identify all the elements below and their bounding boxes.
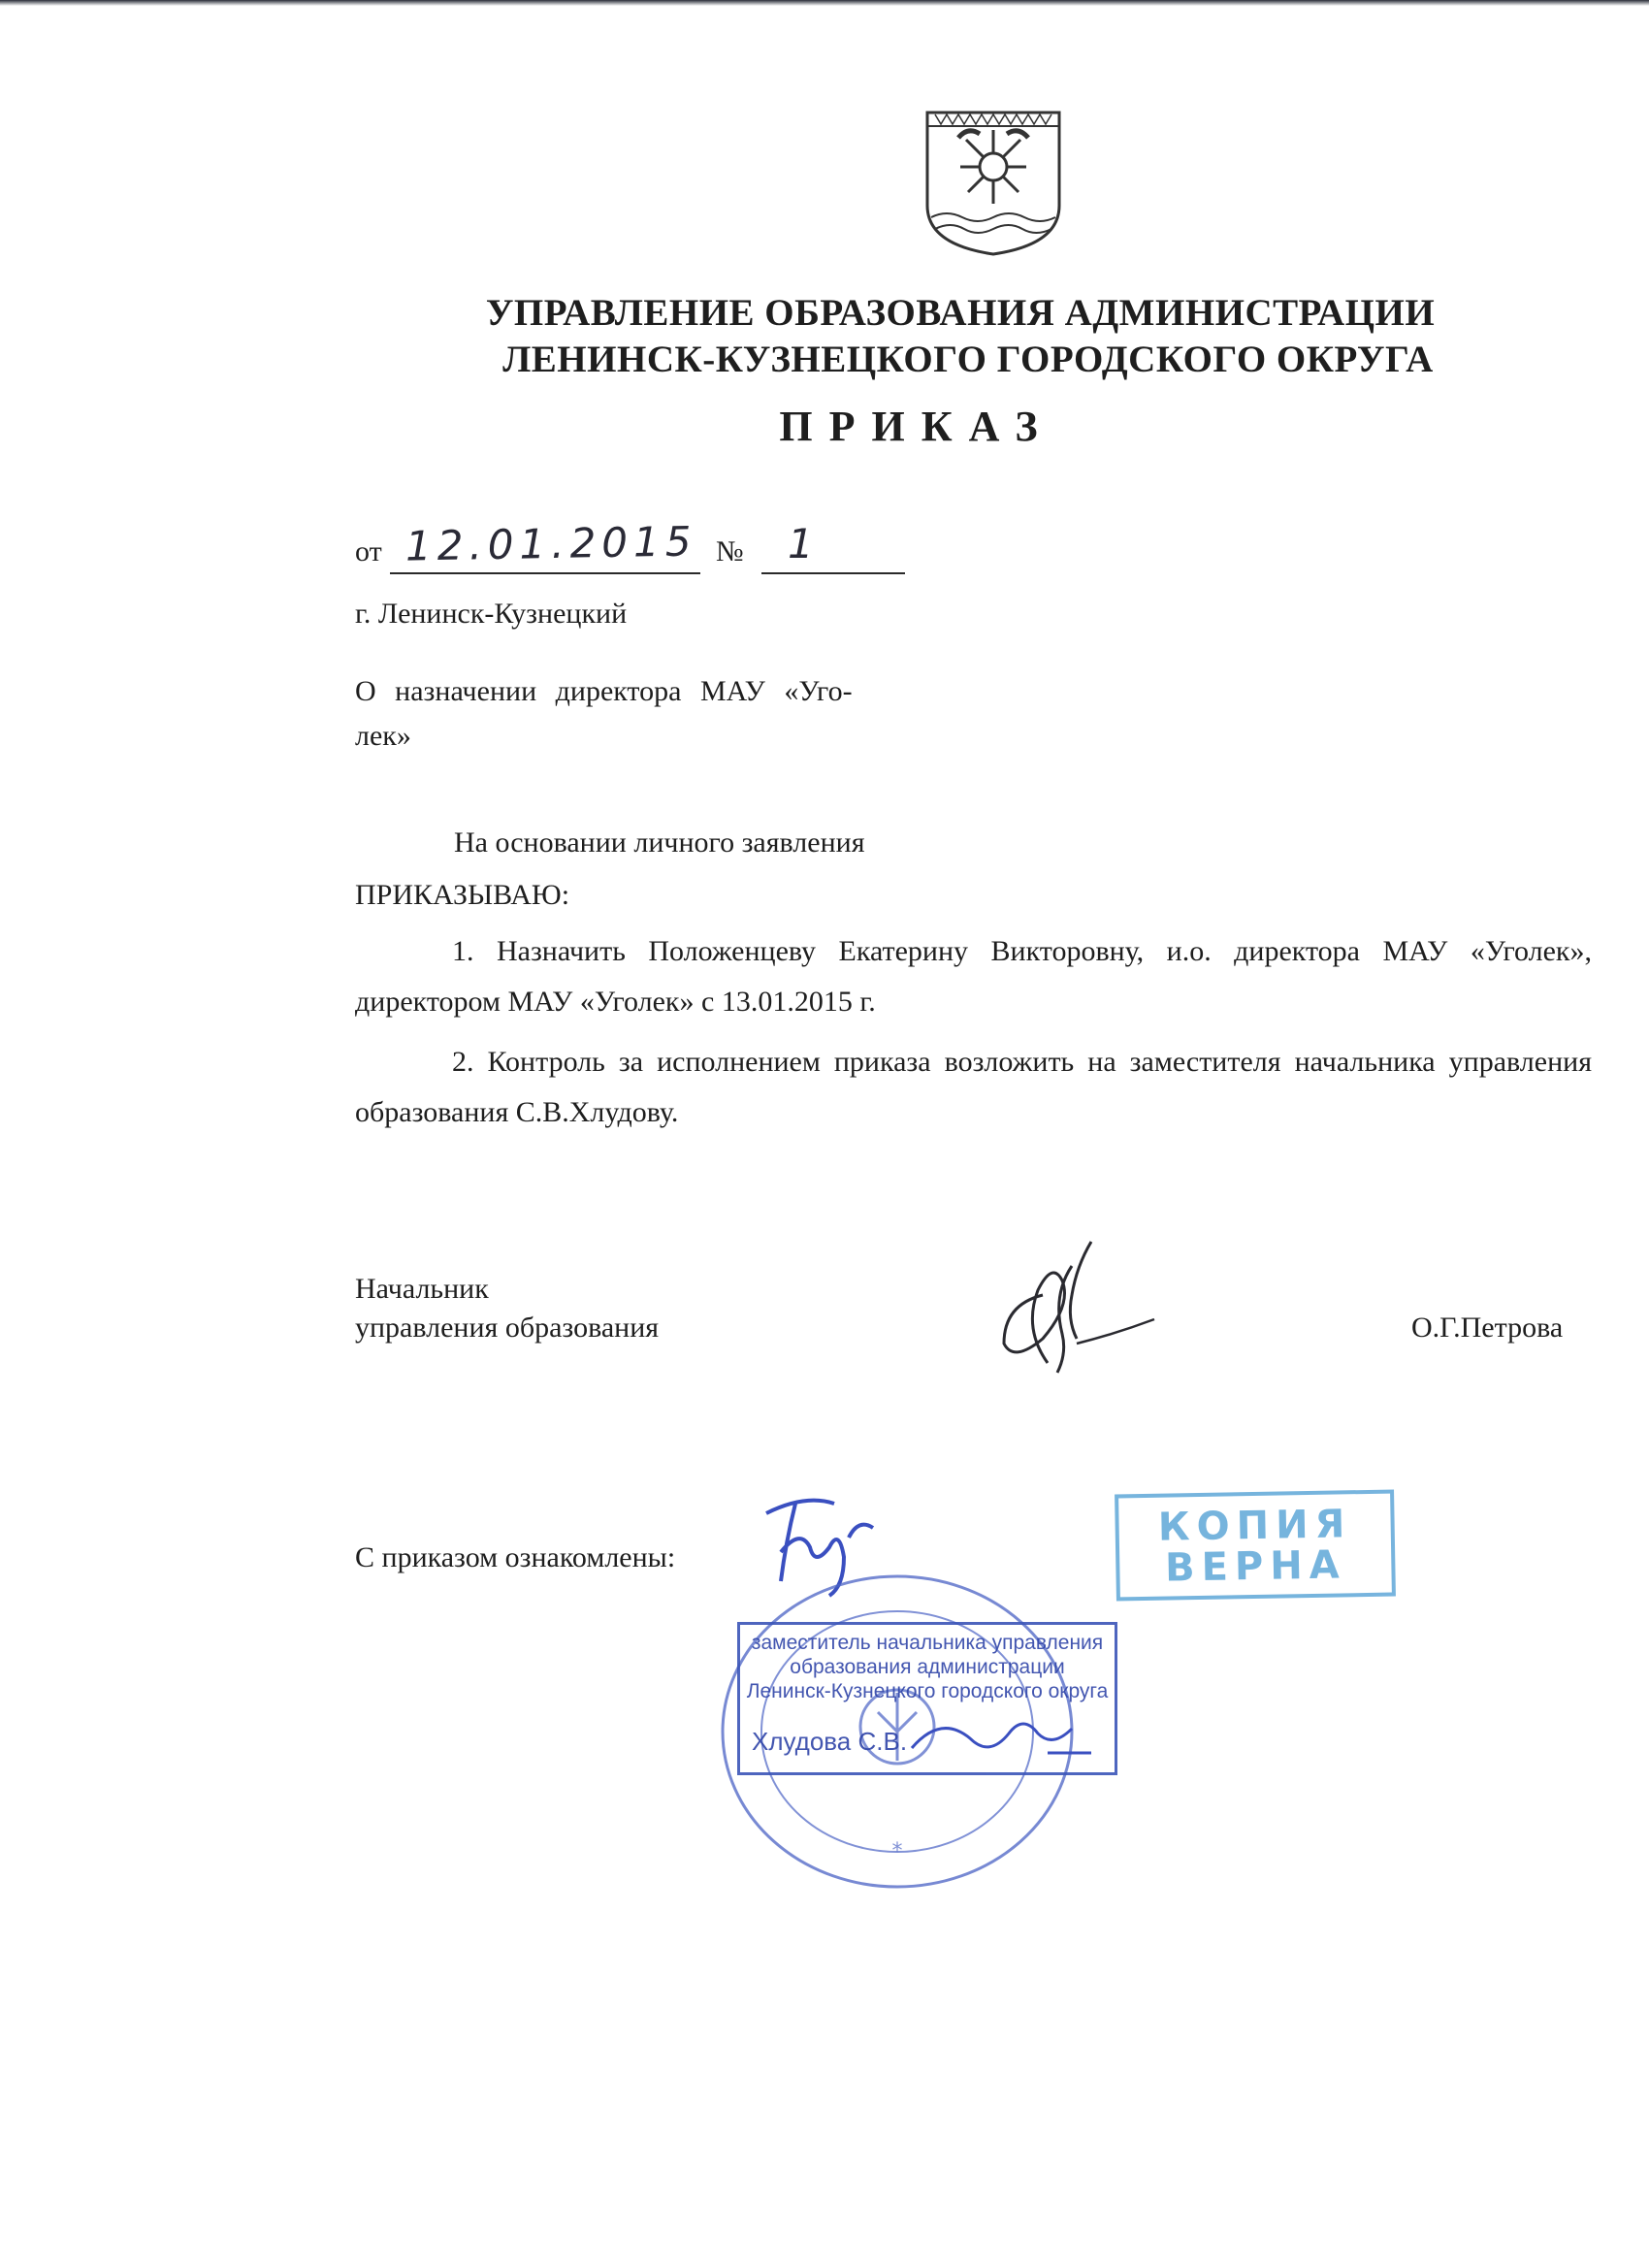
- number-prefix: №: [716, 535, 744, 567]
- order-item-2: 2. Контроль за исполнением приказа возложить на заместителя начальника управления образования С.В.Хлудову.: [355, 1046, 1592, 1128]
- basis-text: На основании личного заявления: [454, 826, 865, 859]
- city-coat-of-arms-icon: [922, 109, 1065, 256]
- date-underline: [390, 572, 700, 574]
- org-name-line-1: УПРАВЛЕНИЕ ОБРАЗОВАНИЯ АДМИНИСТРАЦИИ: [485, 292, 1436, 334]
- date-prefix: от: [355, 535, 382, 567]
- certify-line-3: Ленинск-Кузнецкого городского округа: [746, 1680, 1109, 1702]
- svg-text:*: *: [891, 1839, 903, 1863]
- copy-stamp-line-2: ВЕРНА: [1164, 1542, 1347, 1591]
- certify-signature-icon: [902, 1709, 1106, 1777]
- city-line: г. Ленинск-Кузнецкий: [355, 598, 628, 630]
- number-handwritten: 1: [788, 520, 820, 567]
- scan-edge: [0, 0, 1649, 6]
- certify-name: Хлудова С.В.: [752, 1727, 908, 1756]
- director-signature-icon: [985, 1237, 1159, 1377]
- copy-stamp-line-1: КОПИЯ: [1157, 1502, 1352, 1550]
- acquainted-label: С приказом ознакомлены:: [355, 1541, 676, 1573]
- order-title: ПРИКАЗ: [779, 403, 1054, 450]
- order-word: ПРИКАЗЫВАЮ:: [355, 879, 570, 911]
- signer-title-line-2: управления образования: [355, 1312, 660, 1344]
- certify-line-2: образования администрации: [790, 1656, 1065, 1678]
- copy-certified-stamp: [1115, 1489, 1396, 1601]
- number-underline: [761, 572, 905, 574]
- subject-line-2: лек»: [355, 720, 411, 752]
- signer-name: О.Г.Петрова: [1411, 1312, 1564, 1344]
- certify-line-1: заместитель начальника управления: [751, 1632, 1104, 1654]
- date-handwritten: 12.01.2015: [404, 517, 697, 570]
- subject-line-1: О назначении директора МАУ «Уго-: [355, 675, 853, 707]
- signer-title-line-1: Начальник: [355, 1273, 489, 1305]
- order-item-1: 1. Назначить Положенцеву Екатерину Викторовну, и.о. директора МАУ «Уголек», директором МАУ «Уголек» с 13.01.2015 г.: [355, 935, 1592, 1018]
- org-name-line-2: ЛЕНИНСК-КУЗНЕЦКОГО ГОРОДСКОГО ОКРУГА: [502, 339, 1434, 380]
